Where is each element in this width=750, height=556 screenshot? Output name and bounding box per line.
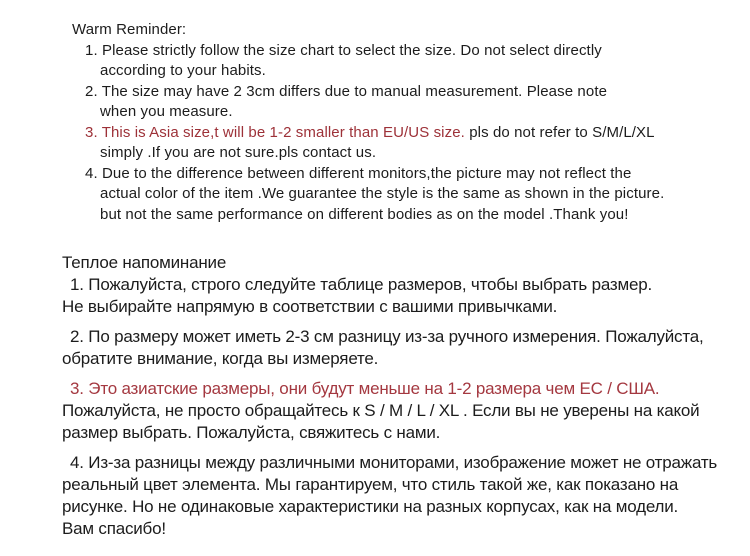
english-item-2-line-2: when you measure. xyxy=(100,103,233,120)
russian-item-4 xyxy=(62,452,720,540)
english-item-2-line-1: 2. The size may have 2 3cm differs due to manual measurement. Please note xyxy=(85,82,608,100)
russian-item-4-line-4: Вам спасибо! xyxy=(62,519,166,538)
english-item-3-line-2: simply .If you are not sure.pls contact us. xyxy=(100,144,377,161)
english-item-4-line-2: actual color of the item .We guarantee the style is the same as shown in the picture. xyxy=(100,185,665,202)
russian-item-1-line-2: Не выбирайте напрямую в соответствии с вашими привычками. xyxy=(62,297,558,316)
english-item-4-line-3: but not the same performance on different bodies as on the model .Thank you! xyxy=(100,205,629,223)
english-item-3-black-text: pls do not refer to S/M/L/XL xyxy=(464,123,655,141)
english-section-title: Warm Reminder: xyxy=(72,21,187,38)
russian-item-1-line-1: 1. Пожалуйста, строго следуйте таблице размеров, чтобы выбрать размер. xyxy=(70,275,653,294)
english-item-1-line-1: 1. Please strictly follow the size chart to select the size. Do not select directly xyxy=(85,41,602,59)
english-item-2 xyxy=(72,82,710,123)
russian-item-2-line-2: обратите внимание, когда вы измеряете. xyxy=(62,349,379,368)
english-reminder-section xyxy=(72,20,710,225)
english-item-4 xyxy=(72,164,710,226)
english-item-1-line-2: according to your habits. xyxy=(100,62,266,79)
english-item-3 xyxy=(72,123,710,164)
english-item-4-line-1: 4. Due to the difference between different monitors,the picture may not reflect the xyxy=(85,164,632,182)
russian-item-3-line-3: размер выбрать. Пожалуйста, свяжитесь с нами. xyxy=(62,423,441,442)
english-item-1 xyxy=(72,41,710,82)
russian-item-3-red-line: 3. Это азиатские размеры, они будут меньше на 1-2 размера чем ЕС / США. xyxy=(70,379,660,398)
russian-item-3-line-2: Пожалуйста, не просто обращайтесь к S / M / L / XL . Если вы не уверены на какой xyxy=(62,401,700,420)
russian-item-2 xyxy=(62,326,720,370)
russian-item-4-line-3: рисунке. Но не одинаковые характеристики на разных корпусах, как на модели. xyxy=(62,497,679,516)
russian-section-title: Теплое напоминание xyxy=(62,253,227,272)
russian-reminder-section xyxy=(62,252,720,540)
russian-item-1 xyxy=(62,274,720,318)
russian-item-3 xyxy=(62,378,720,444)
russian-item-4-line-2: реальный цвет элемента. Мы гарантируем, что стиль такой же, как показано на xyxy=(62,475,679,494)
english-item-3-red-text: 3. This is Asia size,t will be 1-2 smaller than EU/US size. xyxy=(85,123,465,141)
english-item-3-line-1 xyxy=(85,123,710,144)
russian-item-2-line-1: 2. По размеру может иметь 2-3 см разницу из-за ручного измерения. Пожалуйста, xyxy=(70,327,704,346)
russian-item-4-line-1: 4. Из-за разницы между различными мониторами, изображение может не отражать xyxy=(70,453,718,472)
